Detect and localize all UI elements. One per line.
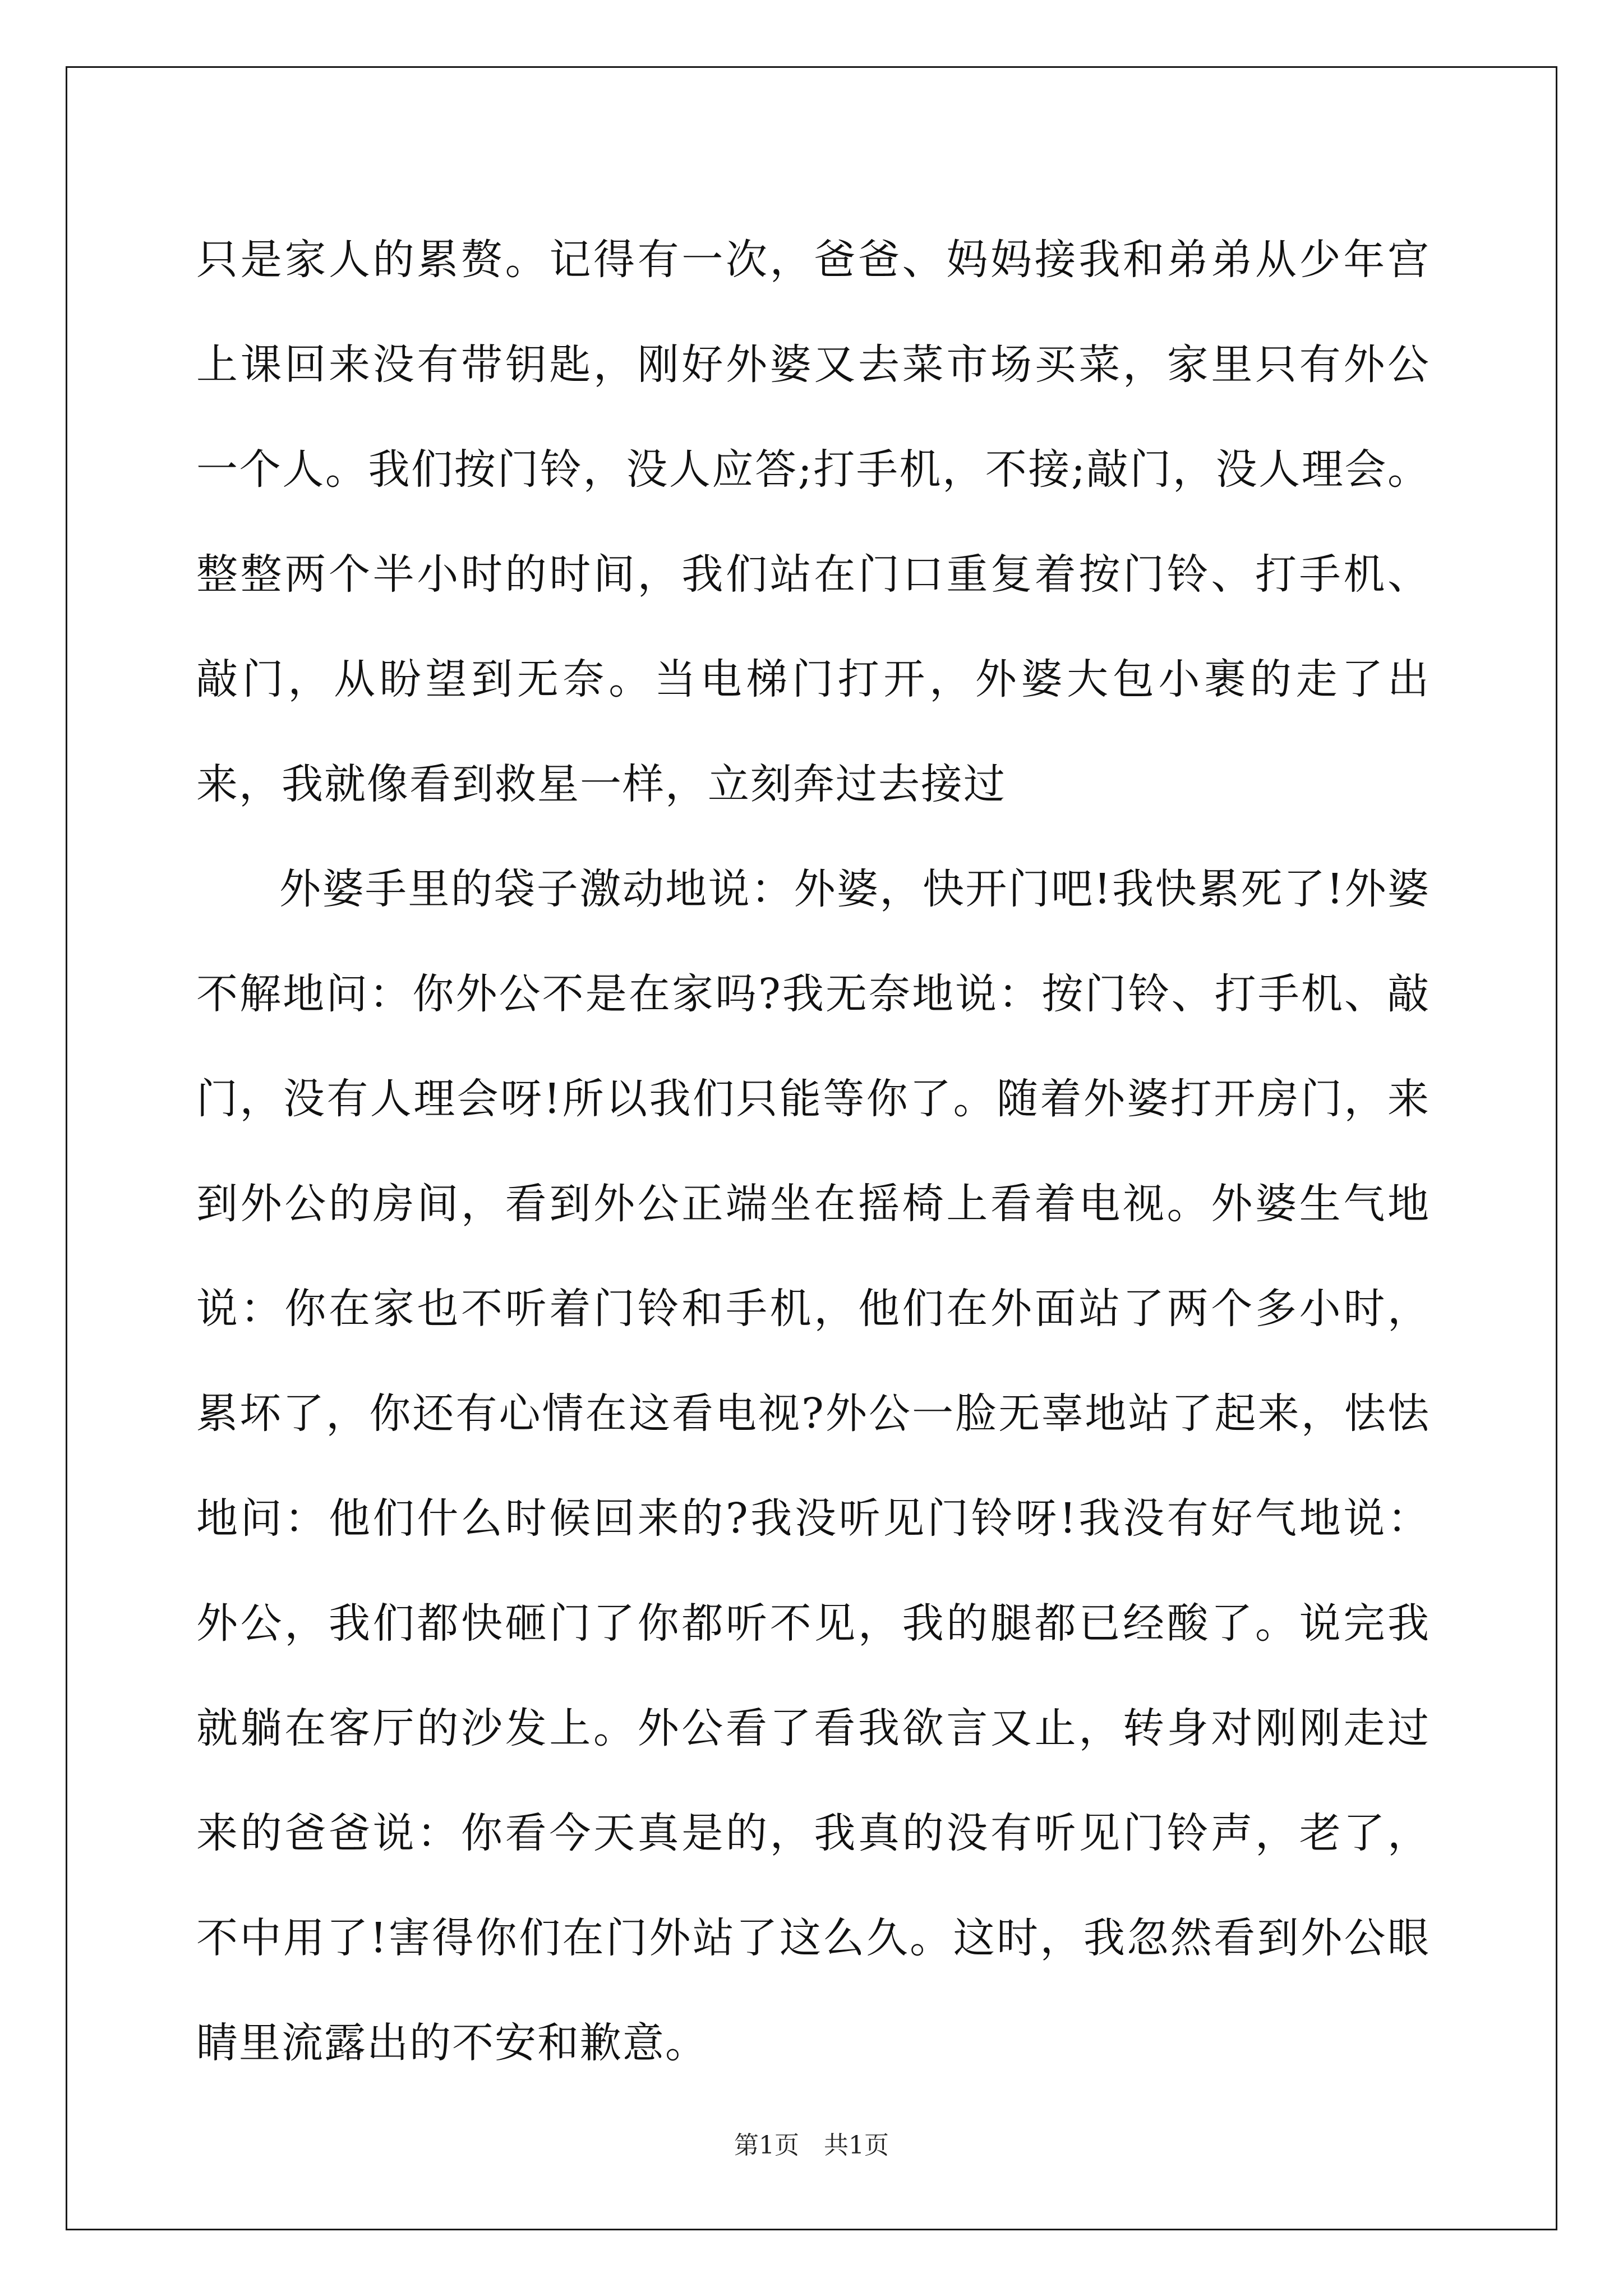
page-number-footer: 第1页 共1页 xyxy=(734,2131,889,2160)
paragraph-1: 只是家人的累赘。记得有一次，爸爸、妈妈接我和弟弟从少年宫上课回来没有带钥匙，刚好外婆又去菜市场买菜，家里只有外公一个人。我们按门铃，没人应答;打手机，不接;敲门，没人理会。整整两个半小时的时间，我们站在门口重复着按门铃、打手机、敲门，从盼望到无奈。当电梯门打开，外婆大包小裹的走了出来，我就像看到救星一样，立刻奔过去接过 xyxy=(196,236,1430,808)
document-body xyxy=(196,208,1430,2096)
paragraph-2: 外婆手里的袋子激动地说：外婆，快开门吧!我快累死了!外婆不解地问：你外公不是在家吗?我无奈地说：按门铃、打手机、敲门，没有人理会呀!所以我们只能等你了。随着外婆打开房门，来到外公的房间，看到外公正端坐在摇椅上看着电视。外婆生气地说：你在家也不听着门铃和手机，他们在外面站了两个多小时，累坏了，你还有心情在这看电视?外公一脸无辜地站了起来，怯怯地问：他们什么时候回来的?我没听见门铃呀!我没有好气地说：外公，我们都快砸门了你都听不见，我的腿都已经酸了。说完我就躺在客厅的沙发上。外公看了看我欲言又止，转身对刚刚走过来的爸爸说：你看今天真是的，我真的没有听见门铃声，老了，不中用了!害得你们在门外站了这么久。这时，我忽然看到外公眼睛里流露出的不安和歉意。 xyxy=(196,865,1430,2067)
